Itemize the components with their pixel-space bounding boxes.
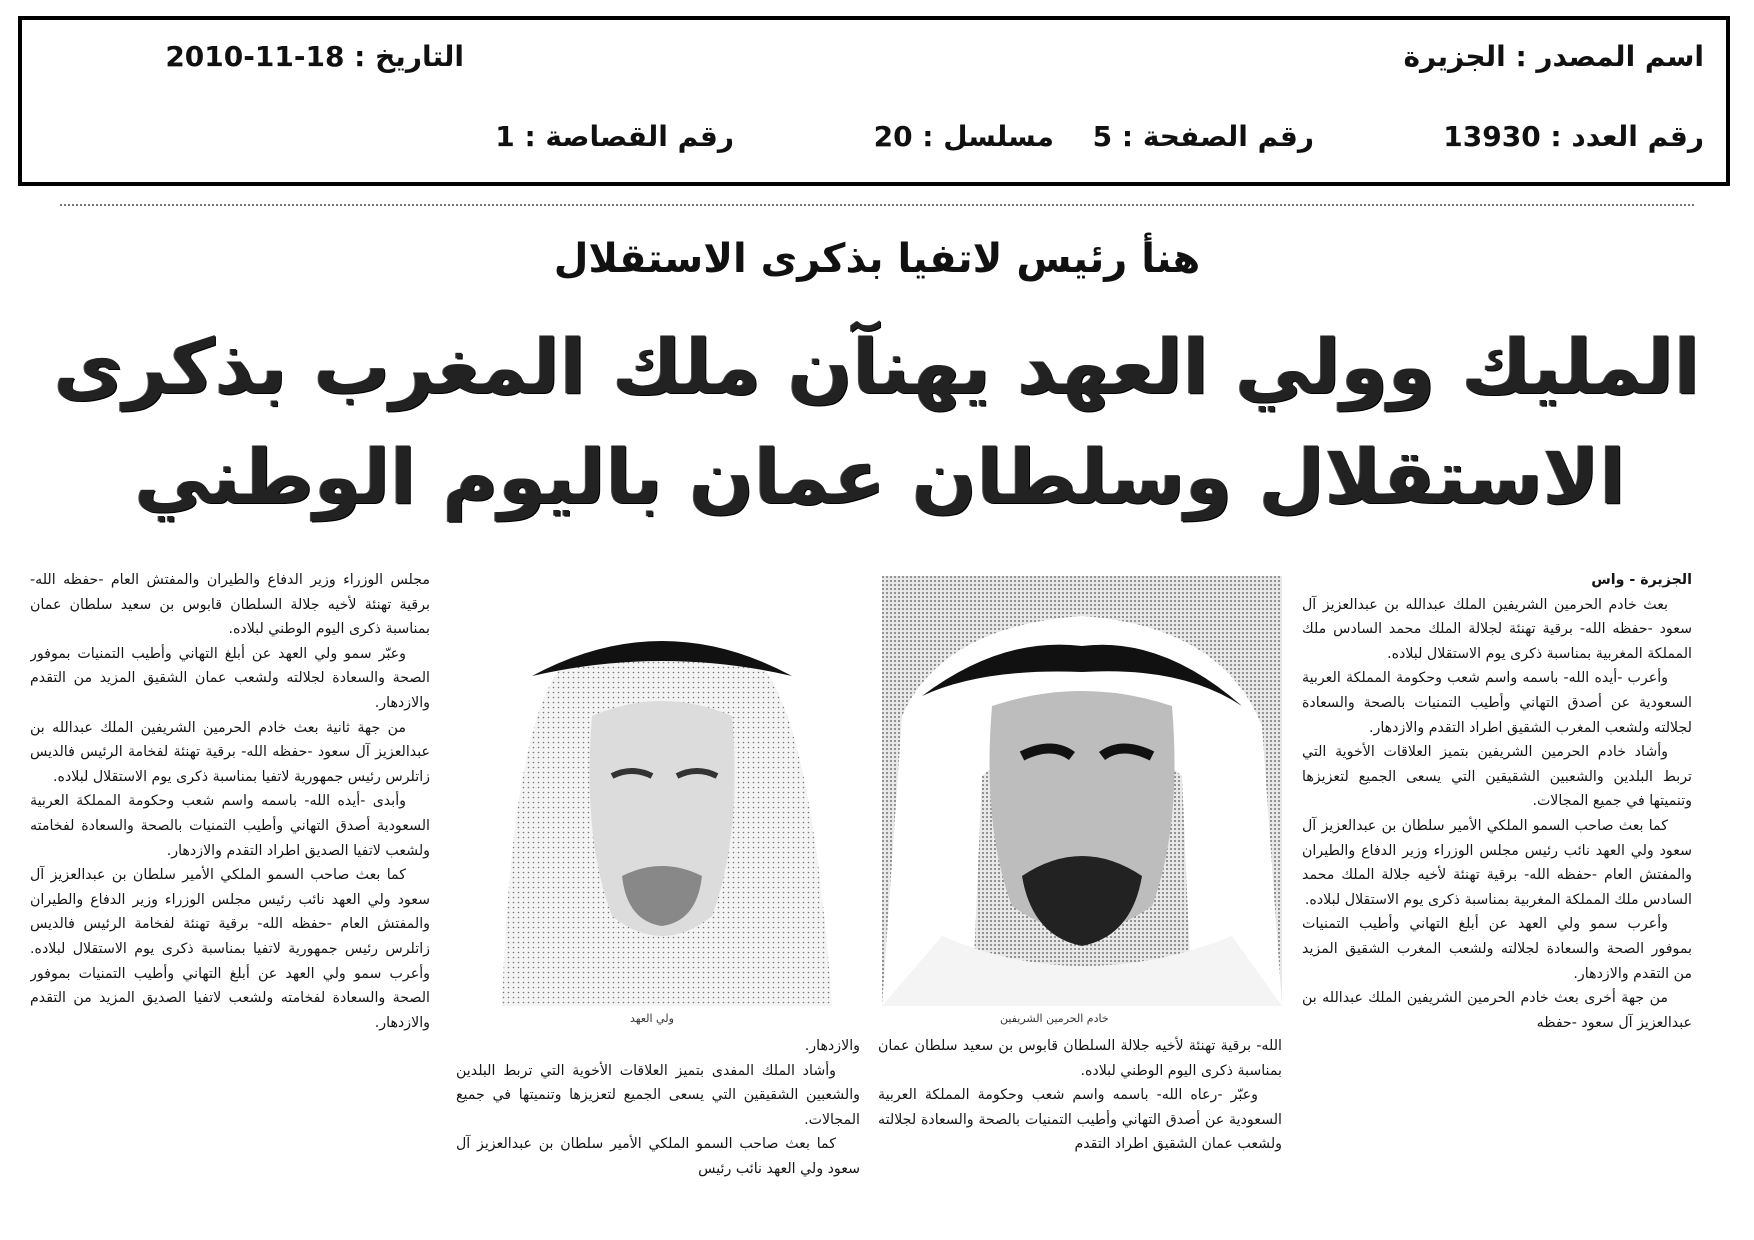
article-column-left: [30, 568, 430, 1226]
paragraph: بعث خادم الحرمين الشريفين الملك عبدالله بن عبدالعزيز آل سعود -حفظه الله- برقية تهنئة لجلالة الملك محمد السادس ملك المملكة المغربية بمناسبة ذكرى يوم الاستقلال لبلاده.: [1302, 596, 1692, 662]
paragraph: كما بعث صاحب السمو الملكي الأمير سلطان بن عبدالعزيز آل سعود ولي العهد نائب رئيس مجلس الوزراء وزير الدفاع والطيران والمفتش العام -حفظه الله- برقية تهنئة لفخامة الرئيس فالديس زاتلرس رئيس جمهورية لاتفيا بمناسبة ذكرى يوم الاستقلال لبلاده. وأعرب سمو ولي العهد عن أبلغ التهاني وأطيب التمنيات بموفور الصحة والسعادة لفخامته ولشعب لاتفيا الصديق المزيد من التقدم والازدهار.: [30, 867, 430, 1031]
portrait-drawing: [462, 576, 862, 1006]
photo-king: [882, 576, 1282, 1006]
date: التاريخ : 18-11-2010: [165, 40, 464, 73]
paragraph: من جهة ثانية بعث خادم الحرمين الشريفين الملك عبدالله بن عبدالعزيز آل سعود -حفظه الله- برقية تهنئة لفخامة الرئيس فالديس زاتلرس رئيس جمهورية لاتفيا بمناسبة ذكرى يوم الاستقلال لبلاده.: [30, 719, 430, 785]
article-column-mid-right: [878, 1034, 1282, 1226]
article-column-mid-left: [456, 1034, 860, 1226]
paragraph: وعبّر سمو ولي العهد عن أبلغ التهاني وأطيب التمنيات بموفور الصحة والسعادة لجلالته ولشعب عمان الشقيق المزيد من التقدم والازدهار.: [30, 645, 430, 711]
photo-crown-prince-caption: ولي العهد: [630, 1012, 674, 1025]
paragraph: مجلس الوزراء وزير الدفاع والطيران والمفتش العام -حفظه الله- برقية تهنئة لأخيه جلالة السلطان قابوس بن سعيد سلطان عمان بمناسبة ذكرى اليوم الوطني لبلاده.: [30, 572, 430, 638]
paragraph: وأشاد خادم الحرمين الشريفين بتميز العلاقات الأخوية التي تربط البلدين والشعبين الشقيقين التي يسعى الجميع لتعزيزها وتنميتها في جميع المجالات.: [1302, 744, 1692, 810]
paragraph: وعبّر -رعاه الله- باسمه واسم شعب وحكومة المملكة العربية السعودية عن أصدق التهاني وأطيب التمنيات بالصحة والسعادة لجلالته ولشعب عمان الشقيق اطراد التقدم: [878, 1087, 1282, 1153]
article-headline-line2: الاستقلال وسلطان عمان باليوم الوطني: [134, 432, 1626, 521]
clipping-number: رقم القصاصة : 1: [495, 120, 734, 153]
paragraph: من جهة أخرى بعث خادم الحرمين الشريفين الملك عبدالله بن عبدالعزيز آل سعود -حفظه: [1302, 990, 1692, 1031]
paragraph: وأبدى -أيده الله- باسمه واسم شعب وحكومة المملكة العربية السعودية أصدق التهاني وأطيب التمنيات بالصحة والسعادة لفخامته ولشعب لاتفيا الصديق اطراد التقدم والازدهار.: [30, 793, 430, 859]
paragraph: وأعرب سمو ولي العهد عن أبلغ التهاني وأطيب التمنيات بموفور الصحة والسعادة لجلالته ولشعب المغرب الشقيق المزيد من التقدم والازدهار.: [1302, 916, 1692, 982]
paragraph: الله- برقية تهنئة لأخيه جلالة السلطان قابوس بن سعيد سلطان عمان بمناسبة ذكرى اليوم الوطني لبلاده.: [878, 1038, 1282, 1079]
article-kicker: هنأ رئيس لاتفيا بذكرى الاستقلال: [553, 236, 1201, 282]
source-name: اسم المصدر : الجزيرة: [1403, 40, 1704, 73]
divider: [60, 204, 1694, 206]
issue-number: رقم العدد : 13930: [1443, 120, 1704, 153]
photo-king-caption: خادم الحرمين الشريفين: [1000, 1012, 1109, 1025]
paragraph: وأعرب -أيده الله- باسمه واسم شعب وحكومة المملكة العربية السعودية عن أصدق التهاني وأطيب التمنيات بالصحة والسعادة لجلالته ولشعب المغرب الشقيق اطراد التقدم والازدهار.: [1302, 670, 1692, 736]
page-number: رقم الصفحة : 5: [1092, 120, 1314, 153]
article-headline-line1: المليك وولي العهد يهنآن ملك المغرب بذكرى: [53, 322, 1700, 411]
paragraph: كما بعث صاحب السمو الملكي الأمير سلطان بن عبدالعزيز آل سعود ولي العهد نائب رئيس مجلس الوزراء وزير الدفاع والطيران والمفتش العام -حفظه الله- برقية تهنئة لأخيه جلالة الملك محمد السادس ملك المملكة المغربية بمناسبة ذكرى يوم الاستقلال لبلاده.: [1302, 817, 1692, 908]
paragraph: والازدهار.: [804, 1038, 860, 1054]
paragraph: كما بعث صاحب السمو الملكي الأمير سلطان بن عبدالعزيز آل سعود ولي العهد نائب رئيس: [456, 1136, 860, 1177]
serial-number: مسلسل : 20: [873, 120, 1054, 153]
portrait-drawing: [882, 576, 1282, 1006]
photo-crown-prince: [462, 576, 862, 1006]
paragraph: وأشاد الملك المفدى بتميز العلاقات الأخوية التي تربط البلدين والشعبين الشقيقين التي يسعى الجميع لتعزيزها وتنميتها في جميع المجالات.: [456, 1062, 860, 1128]
byline: الجزيرة - واس: [1591, 572, 1692, 588]
article-column-right: [1302, 568, 1692, 1226]
